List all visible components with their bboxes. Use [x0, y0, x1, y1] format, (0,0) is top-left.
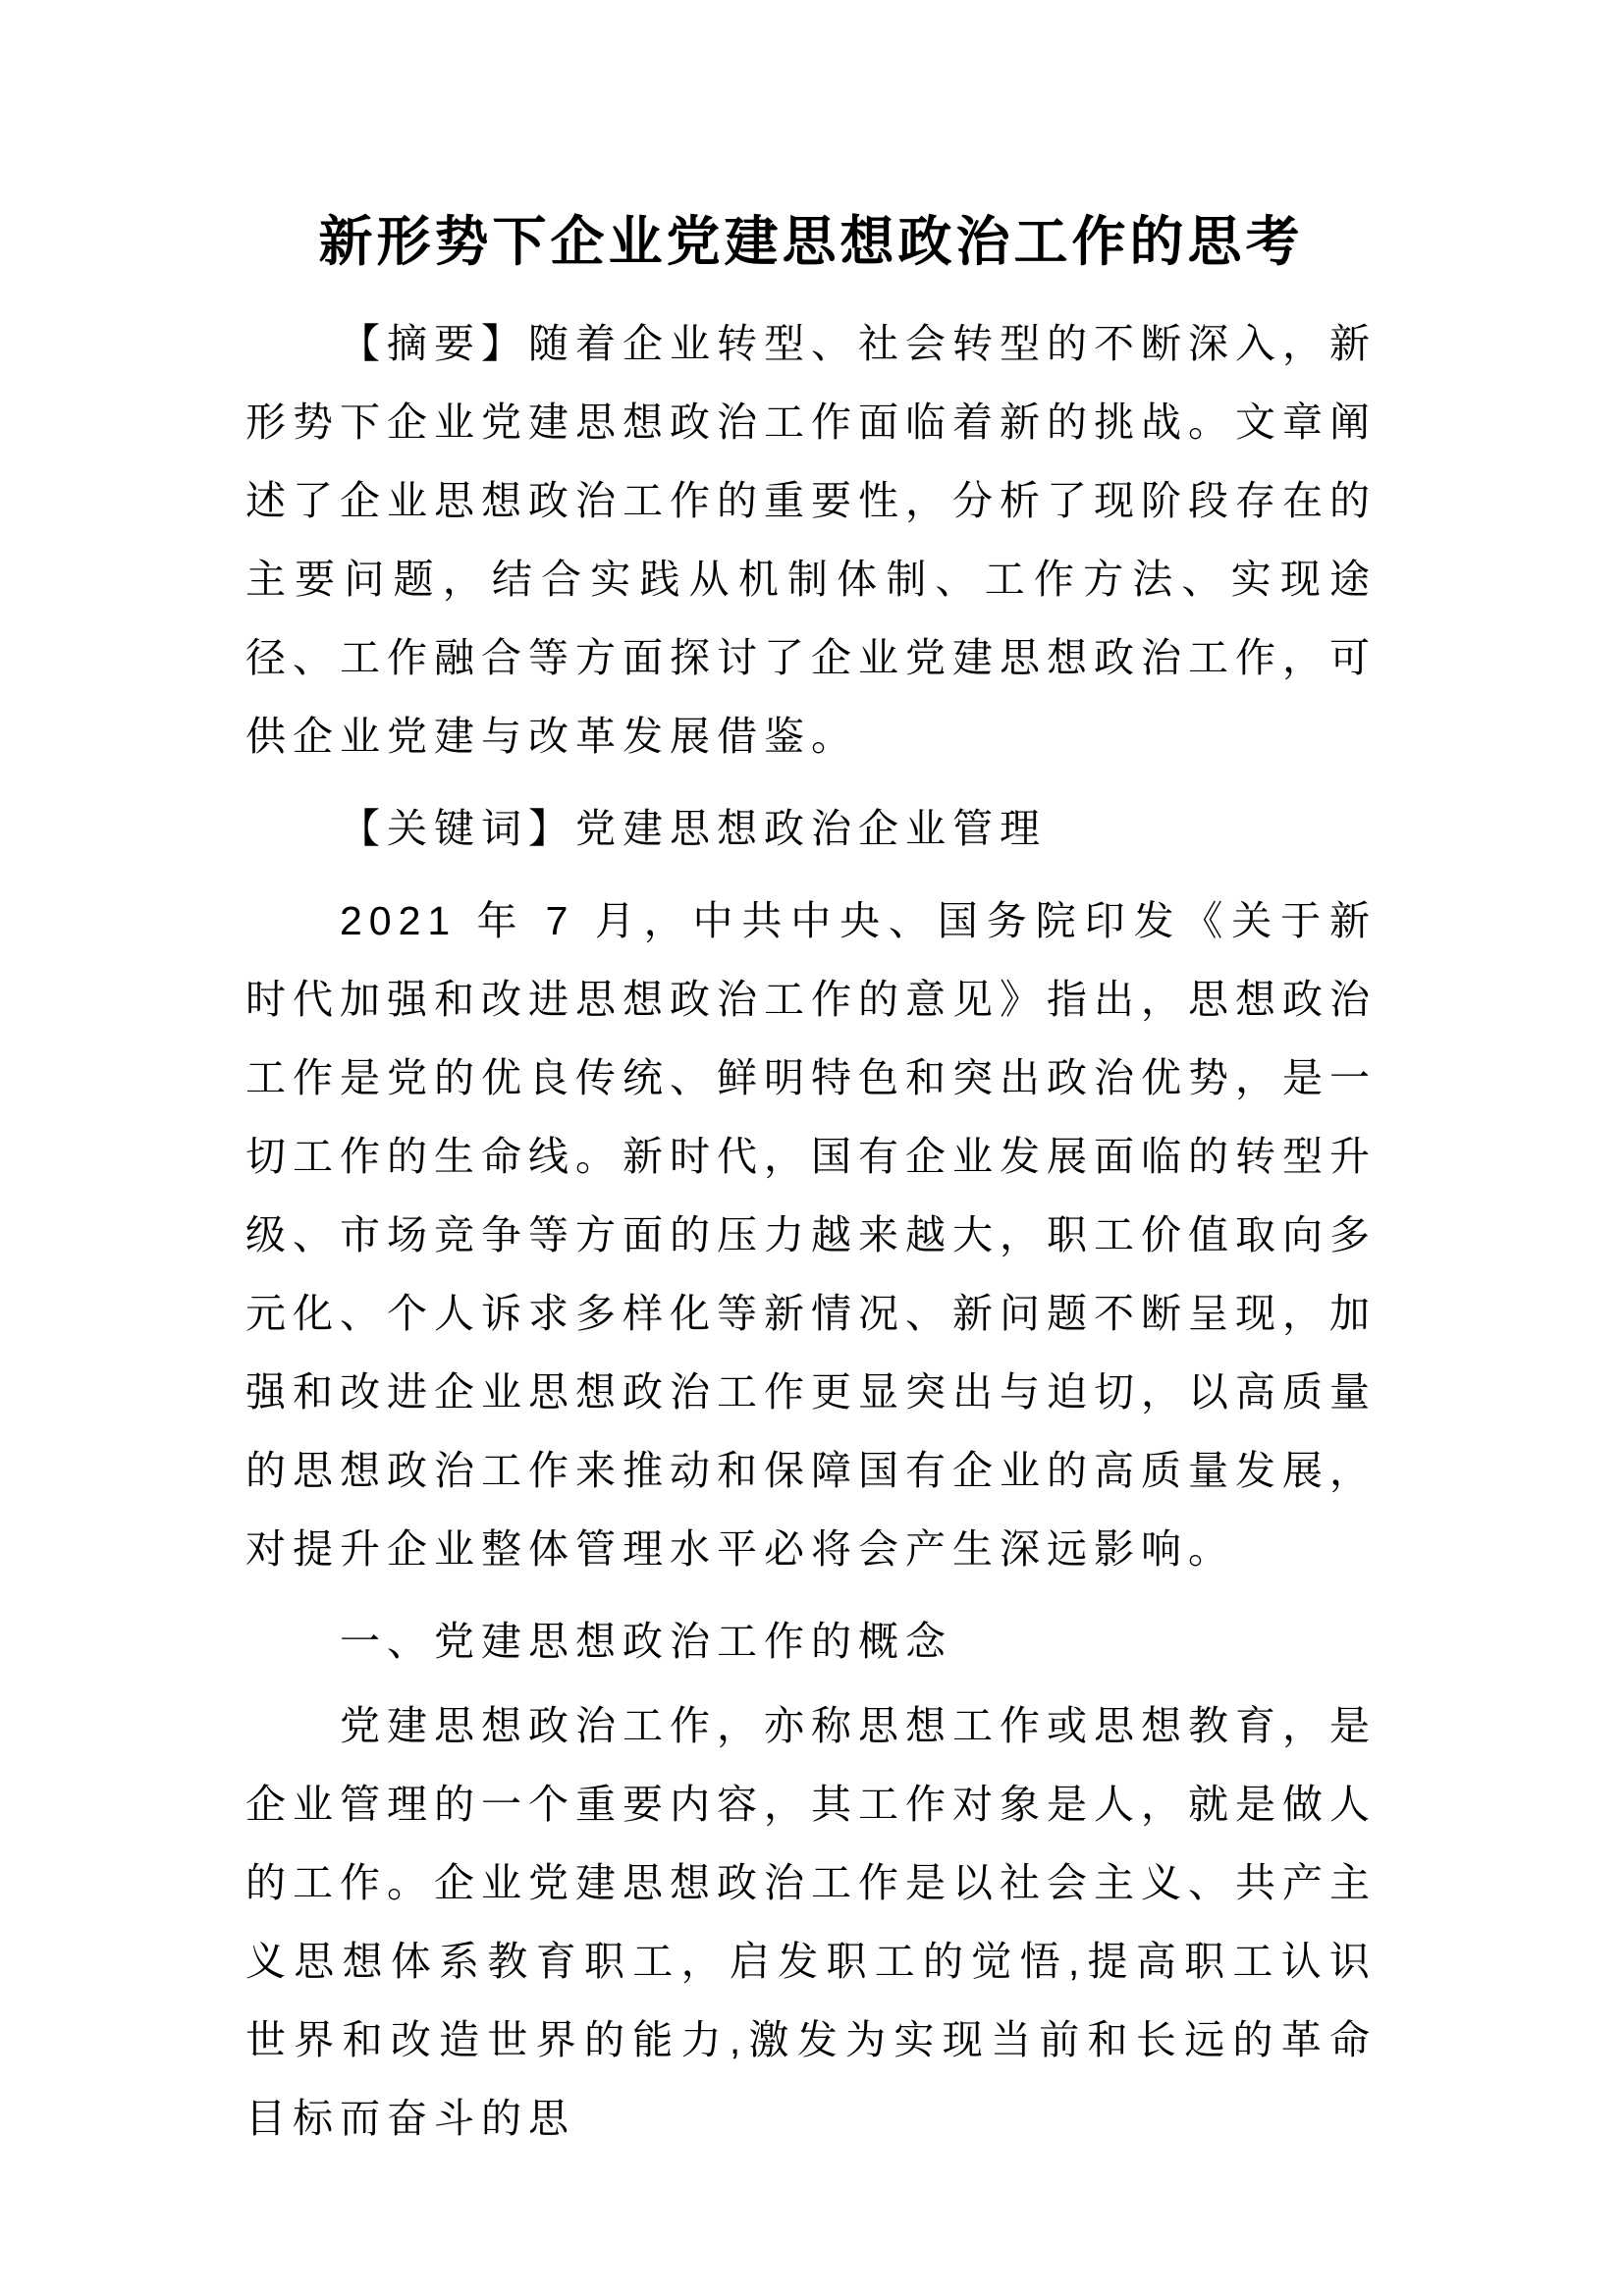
keywords-line: 【关键词】党建思想政治企业管理 — [340, 806, 1047, 851]
section-1-heading: 一、党建思想政治工作的概念 — [340, 1619, 952, 1664]
section-1-paragraph: 党建思想政治工作，亦称思想工作或思想教育，是企业管理的一个重要内容，其工作对象是人，就是做人的工作。企业党建思想政治工作是以社会主义、共产主义思想体系教育职工，启发职工的觉悟,提高职工认识世界和改造世界的能力,激发为实现当前和长远的革命目标而奋斗的思 — [245, 1703, 1377, 2141]
document-title: 新形势下企业党建思想政治工作的思考 — [318, 211, 1304, 272]
abstract-paragraph: 【摘要】随着企业转型、社会转型的不断深入，新形势下企业党建思想政治工作面临着新的挑战。文章阐述了企业思想政治工作的重要性，分析了现阶段存在的主要问题，结合实践从机制体制、工作方法、实现途径、工作融合等方面探讨了企业党建思想政治工作，可供企业党建与改革发展借鉴。 — [245, 321, 1377, 759]
intro-paragraph: 2021 年 7 月，中共中央、国务院印发《关于新时代加强和改进思想政治工作的意见》指出，思想政治工作是党的优良传统、鲜明特色和突出政治优势，是一切工作的生命线。新时代，国有企业发展面临的转型升级、市场竞争等方面的压力越来越大，职工价值取向多元化、个人诉求多样化等新情况、新问题不断呈现，加强和改进企业思想政治工作更显突出与迫切，以高质量的思想政治工作来推动和保障国有企业的高质量发展，对提升企业整体管理水平必将会产生深远影响。 — [245, 898, 1377, 1572]
